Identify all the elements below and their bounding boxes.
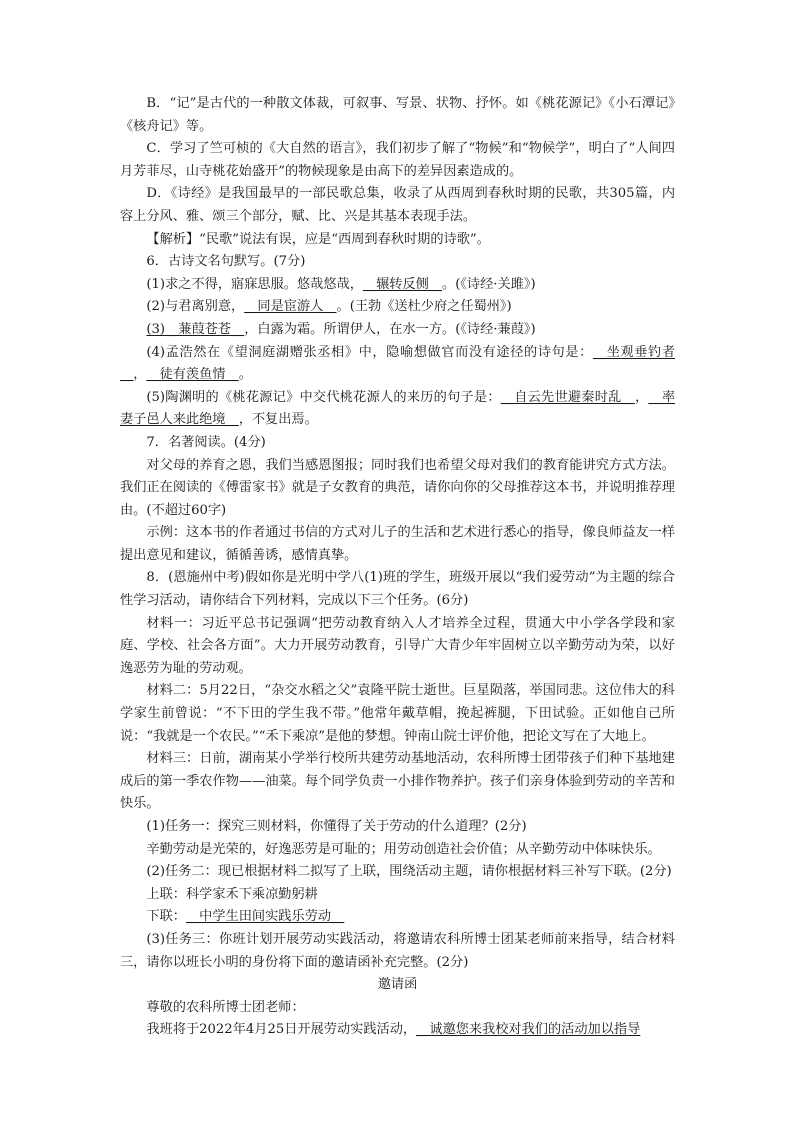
couplet-upper: 上联：科学家禾下乘凉勤躬耕 (146, 886, 318, 902)
question-6-4: (4)孟浩然在《望洞庭湖赠张丞相》中，隐喻想做官而没有途径的诗句是：__坐观垂钓者__，__徒有羡鱼情__。 (120, 344, 676, 383)
question-6-1: (1)求之不得，寤寐思服。悠哉悠哉，__辗转反侧__。(《诗经·关雎》) (146, 276, 536, 292)
invitation-salutation: 尊敬的农科所博士团老师： (146, 999, 305, 1015)
question-6-2: (2)与君离别意，__同是宦游人__。(王勃《送杜少府之任蜀州》) (146, 299, 512, 315)
question-7-body: 对父母的养育之恩，我们当感恩图报；同时我们也希望父母对我们的教育能讲究方式方法。我们正在阅读的《傅雷家书》就是子女教育的典范，请你向你的父母推荐这本书，并说明推荐理由。(不超过60字) (120, 457, 675, 518)
document-page (120, 93, 675, 1042)
option-c: C．学习了竺可桢的《大自然的语言》，我们初步了解了“物候”和“物候学”，明白了“人间四月芳菲尽，山寺桃花始盛开”的物候现象是由高下的差异因素造成的。 (120, 141, 675, 179)
answer: (3)__蒹葭苍苍__ (146, 321, 245, 337)
option-d: D．《诗经》是我国最早的一部民歌总集，收录了从西周到春秋时期的民歌，共305篇，内容上分风、雅、颂三个部分，赋、比、兴是其基本表现手法。 (120, 186, 676, 224)
task-2: (2)任务二：现已根据材料二拟写了上联，围绕活动主题，请你根据材料三补写下联。(2分) (146, 864, 672, 880)
question-7-title: 7．名著阅读。(4分) (146, 434, 266, 450)
task-1: (1)任务一：探究三则材料，你懂得了关于劳动的什么道理？(2分) (146, 819, 527, 834)
analysis: 【解析】“民歌”说法有误，应是“西周到春秋时期的诗歌”。 (146, 231, 490, 247)
answer: __同是宦游人__ (244, 299, 337, 315)
question-6-5: (5)陶渊明的《桃花源记》中交代桃花源人的来历的句子是：__自云先世避秦时乱__，__率妻子邑人来此绝境__，不复出焉。 (120, 389, 676, 428)
answer: __率妻子邑人来此绝境__ (120, 389, 676, 428)
question-6-3: (3)__蒹葭苍苍__，白露为霜。所谓伊人，在水一方。(《诗经·蒹葭》) (146, 321, 536, 337)
question-6-title: 6．古诗文名句默写。(7分) (146, 254, 306, 270)
invitation-body: 我班将于2022年4月25日开展劳动实践活动，__诚邀您来我校对我们的活动加以指导 (146, 1022, 641, 1038)
material-3: 材料三：日前，湖南某小学举行校所共建劳动基地活动，农科所博士团带孩子们种下基地建成后的第一季农作物——油菜。每个同学负责一小排作物养护。孩子们亲身体验到劳动的辛苦和快乐。 (120, 751, 675, 812)
material-2: 材料二：5月22日，“杂交水稻之父”袁隆平院士逝世。巨星陨落，举国同悲。这位伟大的科学家生前曾说：“不下田的学生我不带。”他常年戴草帽，挽起裤腿，下田试验。正如他自己所说：“我就是一个农民。”“禾下乘凉”是他的梦想。钟南山院士评价他，把论文写在了大地上。 (120, 683, 675, 744)
answer: __徒有羡鱼情__ (146, 367, 239, 383)
couplet-lower: 下联：__中学生田间实践乐劳动__ (146, 909, 345, 925)
material-1: 材料一：习近平总书记强调“把劳动教育纳入人才培养全过程，贯通大中小学各学段和家庭、学校、社会各方面”。大力开展劳动教育，引导广大青少年牢固树立以辛勤劳动为荣，以好逸恶劳为耻的劳动观。 (120, 615, 675, 676)
question-8-title: 8．(恩施州中考)假如你是光明中学八(1)班的学生，班级开展以“我们爱劳动”为主题的综合性学习活动，请你结合下列材料，完成以下三个任务。(6分) (120, 570, 675, 609)
answer: __坐观垂钓者__ (120, 344, 676, 383)
option-b: B．“记”是古代的一种散文体裁，可叙事、写景、状物、抒怀。如《桃花源记》《小石潭记》《核舟记》等。 (120, 96, 675, 134)
answer: __中学生田间实践乐劳动__ (185, 909, 345, 925)
question-7-answer: 示例：这本书的作者通过书信的方式对儿子的生活和艺术进行悉心的指导，像良师益友一样提出意见和建议，循循善诱，感情真挚。 (120, 525, 675, 563)
answer: __自云先世避秦时乱__ (500, 389, 635, 405)
answer: __辗转反侧__ (362, 276, 443, 292)
task-1-answer: 辛勤劳动是光荣的，好逸恶劳是可耻的；用劳动创造社会价值；从辛勤劳动中体味快乐。 (146, 841, 661, 857)
answer: __诚邀您来我校对我们的活动加以指导 (416, 1022, 641, 1038)
invitation-title: 邀请函 (377, 977, 418, 993)
task-3: (3)任务三：你班计划开展劳动实践活动，将邀请农科所博士团某老师前来指导，结合材料三，请你以班长小明的身份将下面的邀请函补充完整。(2分) (120, 931, 675, 970)
